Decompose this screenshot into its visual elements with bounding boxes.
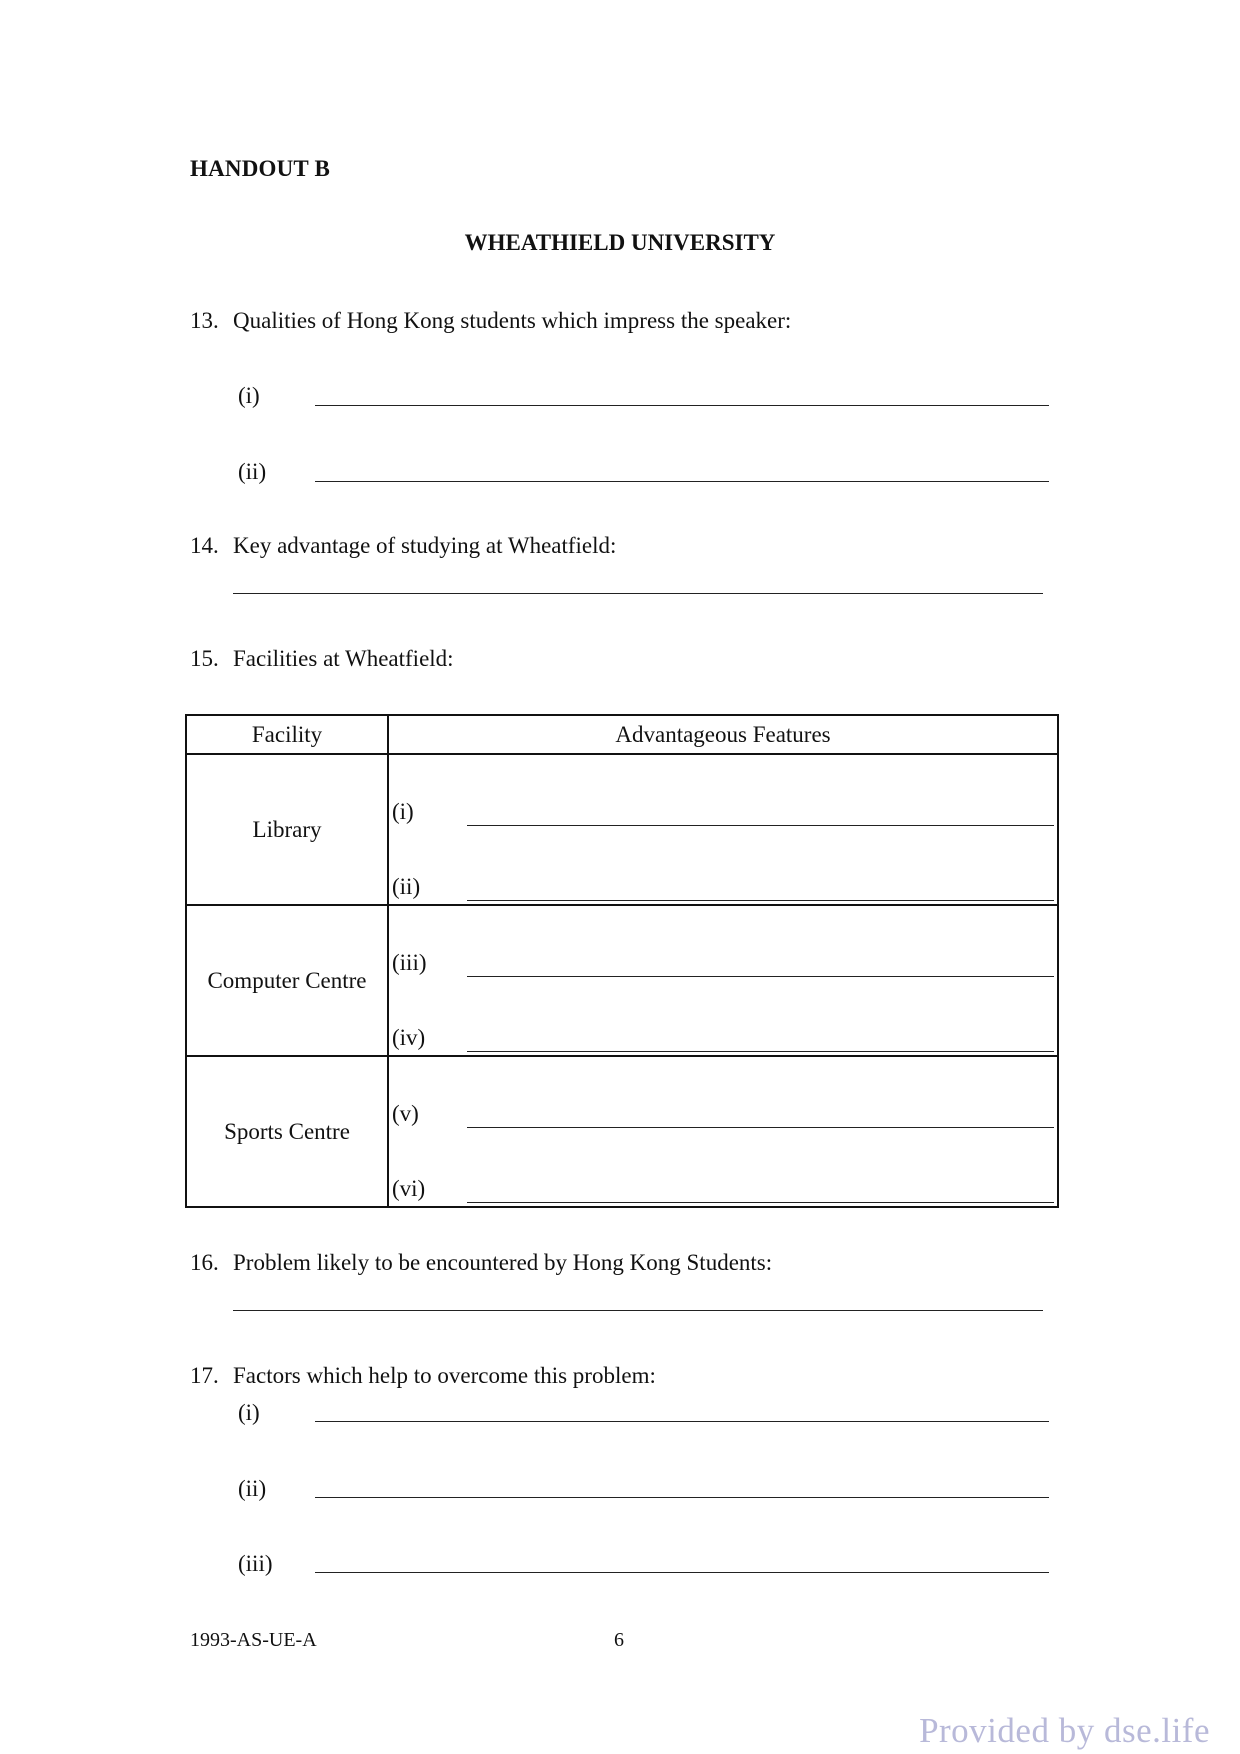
facility-name: Library bbox=[186, 754, 388, 905]
answer-label: (i) bbox=[238, 1400, 260, 1425]
features-cell bbox=[388, 754, 1058, 905]
feature-label: (ii) bbox=[392, 874, 421, 899]
question-number: 13. bbox=[190, 308, 219, 333]
feature-answer-line[interactable] bbox=[467, 900, 1054, 901]
answer-line-17-iii[interactable] bbox=[315, 1572, 1049, 1573]
watermark: Provided by dse.life bbox=[919, 1711, 1210, 1750]
feature-entry bbox=[392, 874, 1054, 904]
feature-answer-line[interactable] bbox=[467, 825, 1054, 826]
table-row bbox=[186, 905, 1058, 1056]
answer-line-17-ii[interactable] bbox=[315, 1497, 1049, 1498]
question-16 bbox=[190, 1250, 772, 1276]
feature-label: (iii) bbox=[392, 950, 427, 975]
feature-label: (vi) bbox=[392, 1176, 426, 1201]
question-text: Qualities of Hong Kong students which impress the speaker: bbox=[233, 308, 792, 333]
question-15 bbox=[190, 646, 454, 672]
feature-label: (i) bbox=[392, 799, 414, 824]
question-number: 15. bbox=[190, 646, 219, 671]
answer-line-13-ii[interactable] bbox=[315, 481, 1049, 482]
answer-label: (ii) bbox=[238, 1476, 267, 1501]
question-number: 16. bbox=[190, 1250, 219, 1275]
column-header-facility: Facility bbox=[186, 715, 388, 754]
answer-line-13-i[interactable] bbox=[315, 405, 1049, 406]
feature-entry bbox=[392, 950, 1054, 980]
facility-name: Sports Centre bbox=[186, 1056, 388, 1207]
question-14 bbox=[190, 533, 616, 559]
feature-answer-line[interactable] bbox=[467, 1127, 1054, 1128]
table-row bbox=[186, 1056, 1058, 1207]
question-number: 14. bbox=[190, 533, 219, 558]
feature-answer-line[interactable] bbox=[467, 1202, 1054, 1203]
question-text: Factors which help to overcome this problem: bbox=[233, 1363, 656, 1388]
question-text: Facilities at Wheatfield: bbox=[233, 646, 454, 671]
feature-label: (iv) bbox=[392, 1025, 426, 1050]
table-header-row bbox=[186, 715, 1058, 754]
answer-label: (ii) bbox=[238, 459, 267, 484]
answer-line-17-i[interactable] bbox=[315, 1421, 1049, 1422]
paper-code: 1993-AS-UE-A bbox=[190, 1629, 317, 1651]
feature-entry bbox=[392, 1101, 1054, 1131]
feature-entry bbox=[392, 799, 1054, 829]
handout-label: HANDOUT B bbox=[190, 156, 331, 181]
question-17 bbox=[190, 1363, 656, 1389]
facilities-table bbox=[185, 714, 1059, 1208]
feature-label: (v) bbox=[392, 1101, 419, 1126]
feature-entry bbox=[392, 1176, 1054, 1206]
feature-answer-line[interactable] bbox=[467, 1051, 1054, 1052]
answer-line-16[interactable] bbox=[233, 1310, 1043, 1311]
answer-line-14[interactable] bbox=[233, 593, 1043, 594]
question-text: Key advantage of studying at Wheatfield: bbox=[233, 533, 617, 558]
features-cell bbox=[388, 1056, 1058, 1207]
answer-label: (i) bbox=[238, 383, 260, 408]
column-header-features: Advantageous Features bbox=[388, 715, 1058, 754]
question-text: Problem likely to be encountered by Hong Kong Students: bbox=[233, 1250, 773, 1275]
question-number: 17. bbox=[190, 1363, 219, 1388]
page-number: 6 bbox=[614, 1629, 624, 1651]
features-cell bbox=[388, 905, 1058, 1056]
feature-entry bbox=[392, 1025, 1054, 1055]
feature-answer-line[interactable] bbox=[467, 976, 1054, 977]
facility-name: Computer Centre bbox=[186, 905, 388, 1056]
question-13 bbox=[190, 308, 791, 334]
page-title: WHEATHIELD UNIVERSITY bbox=[464, 230, 776, 255]
answer-label: (iii) bbox=[238, 1551, 273, 1576]
table-row bbox=[186, 754, 1058, 905]
